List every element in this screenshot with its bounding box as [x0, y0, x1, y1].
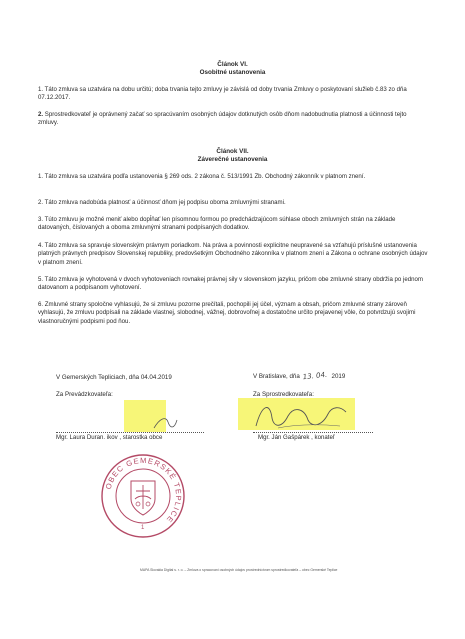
article-6-subtitle: Osobitné ustanovenia	[199, 69, 266, 76]
page-footer: MAPA Slovakia Digital s. r. o. – Zmluva o spracovaní osobných údajov prostredníctvom sprostredkovateľa – obec Gemerské Teplice	[140, 568, 338, 572]
article-7-paragraph-5: 5. Táto zmluva je vyhotovená v dvoch vyhotoveniach rovnakej právnej sily v slovenskom jazyku, pričom obe zmluvné strany obdržia po jednom datovanom a podpísanom vyhotovení.	[38, 276, 423, 292]
left-signature-line	[56, 432, 204, 433]
right-signer-name: Mgr. Ján Gašpárek , konateľ	[258, 434, 335, 441]
right-signature-line	[253, 432, 373, 433]
left-signature-scribble	[150, 408, 180, 434]
article-7-paragraph-2: 2. Táto zmluva nadobúda platnosť a účinnosť dňom jej podpisu oboma zmluvnými stranami.	[38, 199, 286, 206]
municipal-stamp	[100, 453, 186, 539]
article-7-title: Článok VII.	[216, 148, 249, 155]
right-place-prefix: V Bratislave, dňa	[253, 373, 300, 380]
left-place-date: V Gemerských Tepliciach, dňa 04.04.2019	[56, 374, 172, 381]
svg-text:1: 1	[141, 525, 145, 531]
right-signature-scribble	[248, 398, 358, 436]
left-signer-name: Mgr. Laura Duran. ikov , starostka obce	[56, 434, 163, 441]
paragraph-text: Sprostredkovateľ je oprávnený začať so spracúvaním osobných údajov dotknutých osôb dňom nadobudnutia platnosti a účinnosti tejto zmluvy.	[38, 111, 407, 127]
article-7-paragraph-6: 6. Zmluvné strany spoločne vyhlasujú, že si zmluvu pozorne prečítali, pochopili jej účel, význam a obsah, pričom zmluvné strany zároveň vyhlasujú, že zmluvu podpísali na základe vlastnej, slobodnej, vážnej, dobrovoľnej a dostatočne určito prejavenej vôle, čo potvrdzujú svojimi vlastnoručnými podpismi pod ňou.	[38, 301, 416, 325]
article-6-title: Článok VI.	[217, 61, 248, 68]
article-7-paragraph-1: 1. Táto zmluva sa uzatvára podľa ustanovenia § 269 ods. 2 zákona č. 513/1991 Zb. Obchodný zákonník v platnom znení.	[38, 173, 366, 180]
article-6-paragraph-2	[38, 111, 428, 128]
article-7-paragraph-3: 3. Túto zmluvu je možné meniť alebo dopĺňať len písomnou formou po predchádzajúcom súhlase oboch zmluvných strán na základe datovaných, číslovaných a oboma zmluvnými stranami podpísaných dodatkov.	[38, 216, 396, 232]
right-year: 2019	[329, 373, 346, 380]
right-place-date	[253, 372, 345, 381]
left-role: Za Prevádzkovateľa:	[56, 391, 113, 398]
article-6-paragraph-1: 1. Táto zmluva sa uzatvára na dobu určitú; doba trvania tejto zmluvy je závislá od doby trvania Zmluvy o poskytovaní služieb č.83 zo dňa 07.12.2017.	[38, 86, 407, 102]
right-role: Za Sprostredkovateľa:	[253, 391, 314, 398]
handwritten-date: 13. 04.	[302, 370, 328, 382]
article-7-paragraph-4: 4. Táto zmluva sa spravuje slovenským právnym poriadkom. Na práva a povinnosti explicitne neupravené sa vzťahujú príslušné ustanovenia platných právnych predpisov Slovenskej republiky, predovšetkým Obchodného zákonníka v platnom znení a Zákona o ochrane osobných údajov v platnom znení.	[38, 242, 428, 266]
paragraph-number: 2.	[38, 111, 44, 118]
svg-text:OBEC GEMERSKÉ TEPLICE: OBEC GEMERSKÉ TEPLICE	[103, 455, 184, 525]
article-7-subtitle: Záverečné ustanovenia	[197, 156, 268, 163]
